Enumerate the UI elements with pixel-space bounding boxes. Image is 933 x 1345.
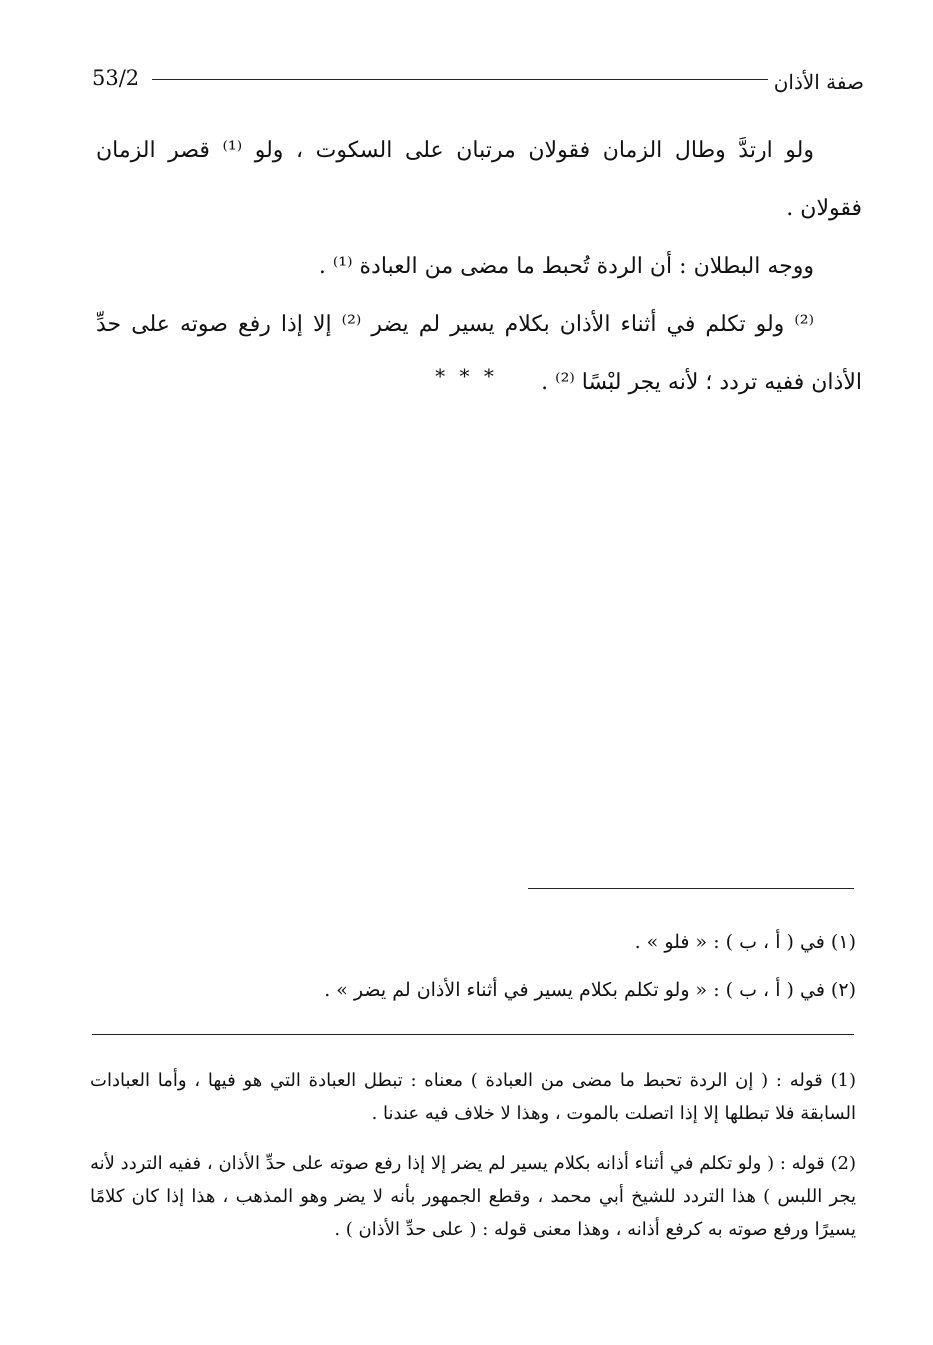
commentary-note: (2) قوله : ( ولو تكلم في أثناء أذانه بكلام يسير لم يضر إلا إذا رفع صوته على حدِّ الأذان ، ففيه التردد لأنه يجر اللبس ) هذا التردد للشيخ أبي محمد ، وقطع الجمهور بأنه لا يضر وهو المذهب ، هذا إذا كان كلامًا يسيرًا ورفع صوته به كرفع أذانه ، وهذا معنى قوله : ( على حدِّ الأذان ) . bbox=[90, 1153, 856, 1240]
variant-note: (٢) في ( أ ، ب ) : « ولو تكلم بكلام يسير في أثناء الأذان لم يضر » . bbox=[324, 979, 856, 1001]
commentary-note: (1) قوله : ( إن الردة تحبط ما مضى من العبادة ) معناه : تبطل العبادة التي هو فيها ، وأما العبادات السابقة فلا تبطلها إلا إذا اتصلت بالموت ، وهذا لا خلاف فيه عندنا . bbox=[90, 1070, 856, 1124]
section-separator: * * * bbox=[435, 364, 498, 388]
header-rule bbox=[152, 79, 768, 80]
page-number: 53/2 bbox=[92, 66, 140, 90]
main-paragraph: ⁽²⁾ ولو تكلم في أثناء الأذان بكلام يسير لم يضر ⁽²⁾ إلا إذا رفع صوته على حدِّ الأذان ففيه تردد ؛ لأنه يجر لبْسًا ⁽²⁾ . bbox=[96, 312, 862, 395]
chapter-title: صفة الأذان bbox=[773, 70, 864, 94]
commentary-notes bbox=[90, 1064, 856, 1263]
main-paragraph: ولو ارتدَّ وطال الزمان فقولان مرتبان على السكوت ، ولو ⁽¹⁾ قصر الزمان فقولان . bbox=[96, 138, 862, 221]
commentary-rule bbox=[92, 1034, 854, 1035]
page-header bbox=[92, 66, 864, 100]
main-paragraph: ووجه البطلان : أن الردة تُحبط ما مضى من العبادة ⁽¹⁾ . bbox=[318, 254, 814, 279]
variant-notes-rule bbox=[528, 888, 854, 889]
variant-note: (١) في ( أ ، ب ) : « فلو » . bbox=[634, 931, 856, 953]
variant-notes bbox=[290, 918, 856, 1014]
